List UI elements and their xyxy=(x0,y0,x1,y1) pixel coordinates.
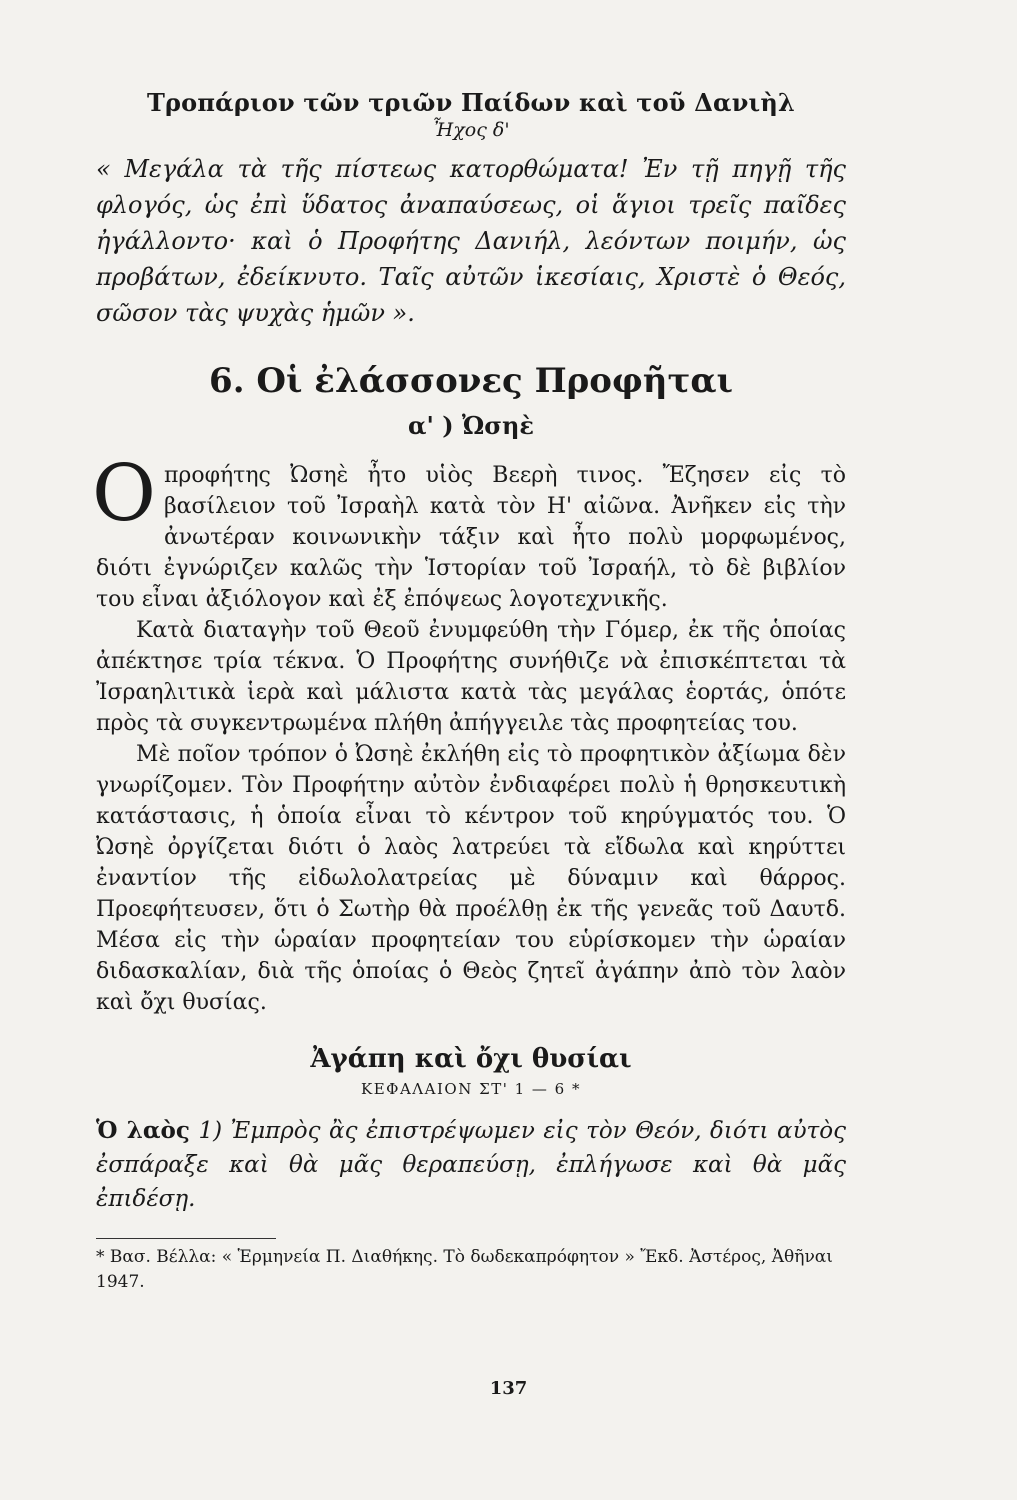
chapter-reference: ΚΕΦΑΛΑΙΟΝ ΣΤ' 1 — 6 * xyxy=(361,1080,581,1098)
drop-cap: Ο xyxy=(92,449,156,539)
footnote: * Βασ. Βέλλα: « Ἑρμηνεία Π. Διαθήκης. Τὸ δωδεκαπρόφητον » Ἔκδ. Ἀστέρος, Ἀθῆναι 1947. xyxy=(96,1247,833,1292)
page-number: 137 xyxy=(489,1378,528,1399)
scripture-quote xyxy=(96,1114,846,1216)
hymn-title: Τροπάριον τῶν τριῶν Παίδων καὶ τοῦ Δανιὴλ xyxy=(146,88,796,117)
subsection-heading: α' ) Ὠσηὲ xyxy=(408,411,534,440)
paragraph-calling: Μὲ ποῖον τρόπον ὁ Ὠσηὲ ἐκλήθη εἰς τὸ προφητικὸν ἀξίωμα δὲν γνωρίζομεν. Τὸν Προφήτην αὐτὸν ἐνδιαφέρει πολὺ ἡ θρησκευτικὴ κατάστασις, ἡ ὁποία εἶναι τὸ κέντρον τοῦ κηρύγματός του. Ὁ Ὠσηὲ ὀργίζεται διότι ὁ λαὸς λατρεύει τὰ εἴδωλα καὶ κηρύττει ἐναντίον τῆς εἰδωλολατρείας μὲ δύναμιν καὶ θάρρος. Προεφήτευσεν, ὅτι ὁ Σωτὴρ θὰ προέλθῃ ἐκ τῆς γενεᾶς τοῦ Δαυτδ. Μέσα εἰς τὴν ὡραίαν προφητείαν του εὑρίσκομεν τὴν ὡραίαν διδασκαλίαν, διὰ τῆς ὁποίας ὁ Θεὸς ζητεῖ ἀγάπην ἀπὸ τὸν λαὸν καὶ ὄχι θυσίας. xyxy=(96,742,846,1015)
section-heading: 6. Οἱ ἐλάσσονες Προφῆται xyxy=(209,361,733,401)
paragraph-intro xyxy=(92,449,846,615)
paragraph-marriage: Κατὰ διαταγὴν τοῦ Θεοῦ ἐνυμφεύθη τὴν Γόμερ, ἐκ τῆς ὁποίας ἀπέκτησε τρία τέκνα. Ὁ Προφήτης συνήθιζε νὰ ἐπισκέπτεται τὰ Ἰσραηλιτικὰ ἱερὰ καὶ μάλιστα κατὰ τὰς μεγάλας ἑορτάς, ὁπότε πρὸς τὰ συγκεντρωμένα πλήθη ἀπήγγειλε τὰς προφητείας του. xyxy=(96,618,846,736)
chapter-heading: Ἀγάπη καὶ ὄχι θυσίαι xyxy=(310,1044,632,1074)
hymn-tone: Ἦχος δ' xyxy=(432,119,510,141)
quote-speaker: Ὁ λαὸς xyxy=(96,1117,190,1144)
quote-text: 1) Ἐμπρὸς ἂς ἐπιστρέψωμεν εἰς τὸν Θεόν, διότι αὐτὸς ἐσπάραξε καὶ θὰ μᾶς θεραπεύσῃ, ἐπλήγωσε καὶ θὰ μᾶς ἐπιδέσῃ. xyxy=(96,1118,846,1212)
hymn-text: « Μεγάλα τὰ τῆς πίστεως κατορθώματα! Ἐν τῇ πηγῇ τῆς φλογός, ὡς ἐπὶ ὕδατος ἀναπαύσεως, οἱ ἅγιοι τρεῖς παῖδες ἠγάλλοντο· καὶ ὁ Προφήτης Δανιήλ, λεόντων ποιμήν, ὡς προβάτων, ἐδείκνυτο. Ταῖς αὐτῶν ἱκεσίαις, Χριστὲ ὁ Θεός, σῶσον τὰς ψυχὰς ἡμῶν ». xyxy=(96,155,846,327)
page-content xyxy=(92,88,846,1295)
footnote-divider xyxy=(96,1238,276,1239)
paragraph-intro-text: προφήτης Ὠσηὲ ἦτο υἱὸς Βεερὴ τινος. Ἔζησεν εἰς τὸ βασίλειον τοῦ Ἰσραὴλ κατὰ τὸν Η' αἰῶνα. Ἀνῆκεν εἰς τὴν ἀνωτέραν κοινωνικὴν τάξιν καὶ ἦτο πολὺ μορφωμένος, διότι ἐγνώριζεν καλῶς τὴν Ἱστορίαν τοῦ Ἰσραήλ, τὸ δὲ βιβλίον του εἶναι ἀξιόλογον καὶ ἐξ ἐπόψεως λογοτεχνικῆς. xyxy=(96,463,846,612)
